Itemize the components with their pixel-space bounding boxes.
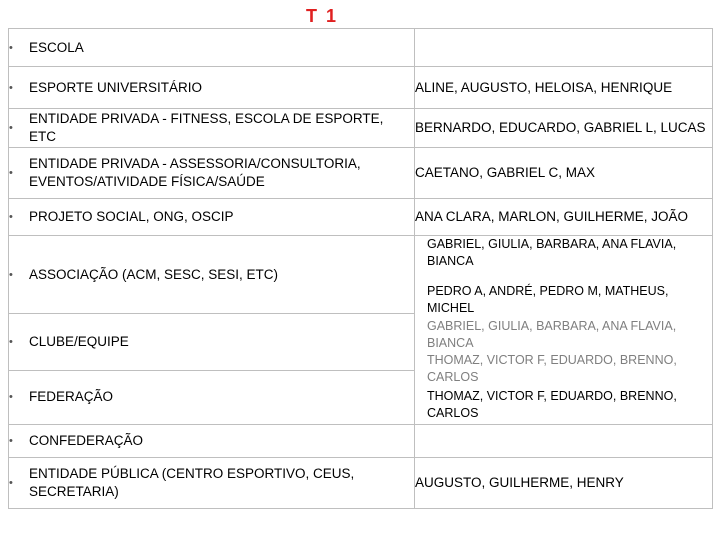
row-names [415, 425, 713, 458]
table-row [9, 458, 713, 509]
names-block: GABRIEL, GIULIA, BARBARA, ANA FLAVIA, BIANCA [427, 237, 677, 268]
row-names: ANA CLARA, MARLON, GUILHERME, JOÃO [415, 199, 713, 236]
row-names: ALINE, AUGUSTO, HELOISA, HENRIQUE [415, 67, 713, 109]
bullet-icon: • [9, 268, 13, 281]
row-label: ENTIDADE PRIVADA - ASSESSORIA/CONSULTORIA, EVENTOS/ATIVIDADE FÍSICA/SAÚDE [29, 156, 361, 189]
row-label: ASSOCIAÇÃO (ACM, SESC, SESI, ETC) [29, 266, 279, 282]
bullet-icon: • [9, 122, 13, 134]
row-names [415, 29, 713, 67]
row-label: ESCOLA [29, 39, 84, 55]
names-block: GABRIEL, GIULIA, BARBARA, ANA FLAVIA, BIANCA [427, 319, 677, 350]
bullet-icon: • [9, 435, 13, 447]
names-block: THOMAZ, VICTOR F, EDUARDO, BRENNO, CARLOS [427, 353, 677, 384]
bullet-icon: • [9, 477, 13, 489]
table-row [9, 425, 713, 458]
row-label: ESPORTE UNIVERSITÁRIO [29, 79, 203, 95]
table-row [9, 67, 713, 109]
row-names: BERNARDO, EDUCARDO, GABRIEL L, LUCAS [415, 109, 713, 148]
row-label: FEDERAÇÃO [29, 389, 114, 405]
row-label: CONFEDERAÇÃO [29, 433, 144, 448]
row-label: PROJETO SOCIAL, ONG, OSCIP [29, 209, 234, 224]
bullet-icon: • [9, 81, 13, 94]
category-table [8, 28, 713, 509]
bullet-icon: • [9, 167, 13, 179]
row-names: CAETANO, GABRIEL C, MAX [415, 148, 713, 199]
page-title: T 1 [305, 6, 338, 26]
table-row [9, 148, 713, 199]
table-row [9, 109, 713, 148]
row-names: AUGUSTO, GUILHERME, HENRY [415, 458, 713, 509]
names-block: THOMAZ, VICTOR F, EDUARDO, BRENNO, CARLOS [427, 389, 677, 420]
row-label: ENTIDADE PÚBLICA (CENTRO ESPORTIVO, CEUS, SECRETARIA) [29, 466, 355, 499]
row-label: ENTIDADE PRIVADA - FITNESS, ESCOLA DE ESPORTE, ETC [29, 111, 384, 144]
row-label: CLUBE/EQUIPE [29, 334, 129, 350]
names-block: PEDRO A, ANDRÉ, PEDRO M, MATHEUS, MICHEL [427, 284, 669, 315]
table-row [9, 29, 713, 67]
table-row [9, 236, 713, 314]
bullet-icon: • [9, 211, 13, 223]
table-row [9, 199, 713, 236]
merged-names-cell [415, 236, 713, 425]
bullet-icon: • [9, 41, 13, 54]
bullet-icon: • [9, 391, 13, 404]
bullet-icon: • [9, 336, 13, 349]
